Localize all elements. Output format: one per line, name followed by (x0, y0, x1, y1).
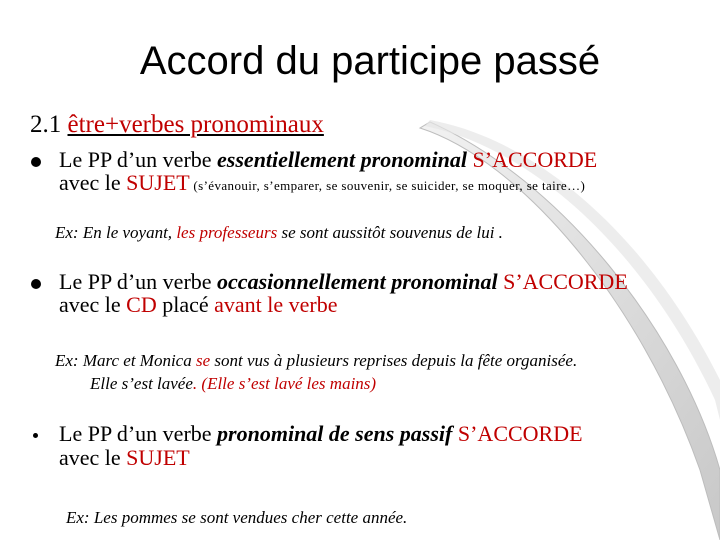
example-2-line-2 (90, 373, 376, 395)
rule-2-line2-prefix: avec le (59, 292, 127, 317)
rule-3-emphasis: pronominal de sens passif (217, 421, 453, 446)
example-2-red: se (195, 351, 211, 370)
example-2-line2-a: Elle s’est lavée (90, 374, 193, 393)
rule-2-line2-mid: placé (156, 292, 215, 317)
bullet-icon (31, 157, 41, 167)
example-1-a: Ex: En le voyant, (55, 223, 177, 242)
example-2-b: sont vus à plusieurs reprises depuis la fête organisée. (210, 351, 578, 370)
rule-1-line2-prefix: avec le (59, 170, 127, 195)
rule-3-prefix: Le PP d’un verbe (59, 421, 218, 446)
rule-1-note: (s’évanouir, s’emparer, se souvenir, se suicider, se moquer, se taire…) (189, 178, 586, 193)
rule-3-line-2 (59, 446, 190, 470)
rule-3-line-1 (59, 422, 583, 446)
rule-2-line-1 (59, 270, 628, 294)
rule-3-subject: SUJET (126, 445, 190, 470)
rule-2-line-2 (59, 293, 338, 317)
bullet-icon (31, 279, 41, 289)
rule-1-prefix: Le PP d’un verbe (59, 147, 218, 172)
rule-2-emphasis: occasionnellement pronominal (217, 269, 498, 294)
example-1-b: se sont aussitôt souvenus de lui . (277, 223, 503, 242)
rule-2-verb: S’ACCORDE (497, 269, 628, 294)
section-number: 2.1 (30, 111, 62, 138)
rule-2-cd: CD (126, 292, 157, 317)
example-1-red: les professeurs (176, 223, 278, 242)
slide-title: Accord du participe passé (139, 39, 601, 83)
example-2-a: Ex: Marc et Monica (55, 351, 196, 370)
section-label: être+verbes pronominaux (67, 111, 324, 138)
rule-1-verb: S’ACCORDE (467, 147, 598, 172)
example-1 (55, 222, 503, 244)
example-3: Ex: Les pommes se sont vendues cher cette année. (66, 508, 408, 527)
rule-2-prefix: Le PP d’un verbe (59, 269, 218, 294)
rule-1-emphasis: essentiellement pronominal (217, 147, 468, 172)
rule-1-line-1 (59, 148, 597, 172)
rule-1-subject: SUJET (126, 170, 190, 195)
section-heading (30, 110, 324, 140)
rule-1-line-2 (59, 171, 585, 198)
rule-3-line2-prefix: avec le (59, 445, 127, 470)
rule-3-verb: S’ACCORDE (452, 421, 583, 446)
bullet-icon (33, 433, 38, 438)
example-2-line-1 (55, 350, 577, 372)
example-2-line2-red: . (Elle s’est lavé les mains) (192, 374, 377, 393)
rule-2-before-verb: avant le verbe (214, 292, 338, 317)
